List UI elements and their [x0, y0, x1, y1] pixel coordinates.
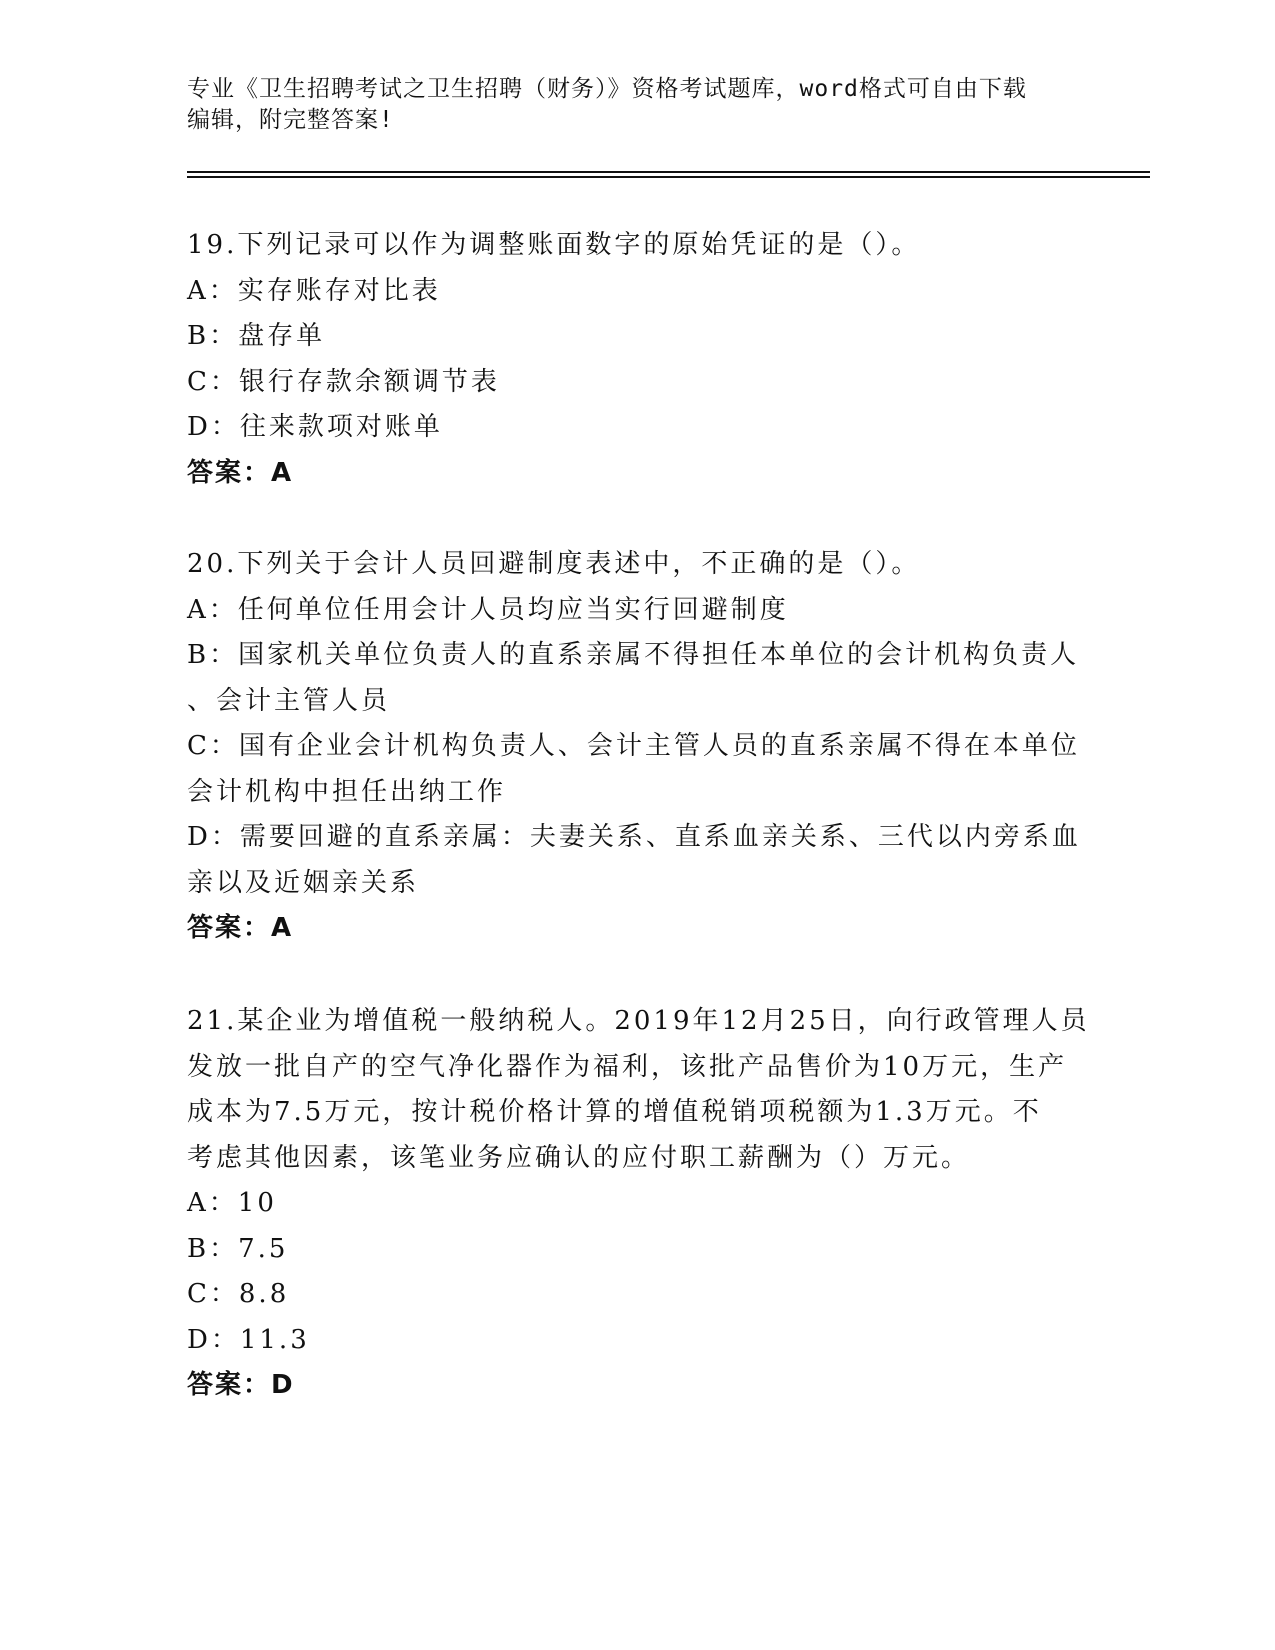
option-d: D：往来款项对账单 [187, 412, 443, 442]
option-b: B：7.5 [187, 1233, 289, 1264]
option-b: B：国家机关单位负责人的直系亲属不得担任本单位的会计机构负责人 [187, 640, 1080, 670]
header-line: 专业《卫生招聘考试之卫生招聘（财务）》资格考试题库，word格式可自由下载 [187, 76, 1027, 102]
option-d: D：需要回避的直系亲属：夫妻关系、直系血亲关系、三代以内旁系血 [187, 822, 1081, 852]
option-a: A：实存账存对比表 [187, 275, 441, 306]
option-c: C：银行存款余额调节表 [187, 366, 500, 397]
answer: 答案：A [187, 457, 294, 488]
question-stem: 20.下列关于会计人员回避制度表述中，不正确的是（）。 [187, 549, 921, 579]
option-c: C：8.8 [187, 1279, 290, 1309]
option-d-continued: 亲以及近姻亲关系 [187, 867, 420, 898]
document-header [187, 74, 1067, 136]
header-divider-top [187, 171, 1150, 173]
header-line: 编辑，附完整答案! [187, 107, 394, 133]
question-stem-continued: 成本为7.5万元，按计税价格计算的增值税销项税额为1.3万元。不 [187, 1097, 1042, 1127]
question-stem-continued: 发放一批自产的空气净化器作为福利，该批产品售价为10万元，生产 [187, 1051, 1068, 1082]
question-stem: 21.某企业为增值税一般纳税人。2019年12月25日，向行政管理人员 [187, 1006, 1090, 1036]
option-d: D：11.3 [187, 1324, 310, 1355]
question-stem: 19.下列记录可以作为调整账面数字的原始凭证的是（）。 [187, 230, 921, 260]
question-stem-continued: 考虑其他因素，该笔业务应确认的应付职工薪酬为（）万元。 [187, 1142, 971, 1173]
option-b: B：盘存单 [187, 321, 326, 351]
option-b-continued: 、会计主管人员 [187, 685, 391, 716]
header-divider-bottom [187, 176, 1150, 178]
answer: 答案：A [187, 913, 294, 943]
option-c-continued: 会计机构中担任出纳工作 [187, 776, 507, 807]
question-20 [187, 542, 1087, 952]
option-c: C：国有企业会计机构负责人、会计主管人员的直系亲属不得在本单位 [187, 731, 1080, 761]
question-19 [187, 223, 1087, 496]
question-21 [187, 999, 1090, 1409]
answer: 答案：D [187, 1370, 295, 1400]
option-a: A：10 [187, 1188, 277, 1218]
option-a: A：任何单位任用会计人员均应当实行回避制度 [187, 594, 789, 625]
